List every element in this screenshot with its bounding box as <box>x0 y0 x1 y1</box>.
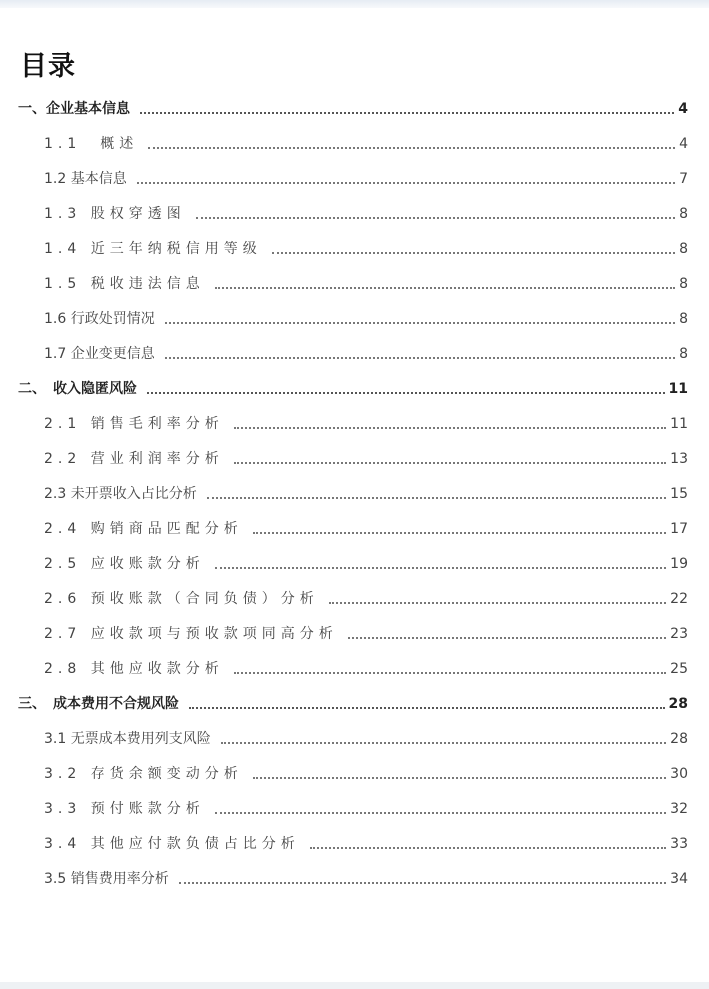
toc-entry-section-2[interactable] <box>18 377 688 399</box>
toc-entry-3-2[interactable] <box>44 762 688 784</box>
dot-leader <box>272 252 675 254</box>
toc-entry-3-1[interactable] <box>44 727 688 749</box>
toc-entry-label: 2.3 未开票收入占比分析 <box>44 486 197 502</box>
toc-entry-label: 3.2 存货余额变动分析 <box>44 766 243 782</box>
toc-entry-page: 17 <box>670 521 688 537</box>
toc-entry-section-3[interactable] <box>18 692 688 714</box>
top-band <box>0 0 709 8</box>
toc-entry-label: 3.5 销售费用率分析 <box>44 871 169 887</box>
dot-leader <box>234 672 666 674</box>
toc-entry-label: 1.3 股权穿透图 <box>44 206 186 222</box>
toc-entry-page: 8 <box>679 311 688 327</box>
dot-leader <box>147 392 665 394</box>
dot-leader <box>234 427 666 429</box>
dot-leader <box>165 322 675 324</box>
toc-entry-page: 19 <box>670 556 688 572</box>
toc-entry-1-3[interactable] <box>44 202 688 224</box>
page-title: 目录 <box>20 51 76 82</box>
dot-leader <box>148 147 675 149</box>
toc-entry-label: 1.2 基本信息 <box>44 171 127 187</box>
dot-leader <box>137 182 675 184</box>
dot-leader <box>215 567 666 569</box>
toc-entry-page: 8 <box>679 206 688 222</box>
toc-entry-page: 33 <box>670 836 688 852</box>
toc-entry-2-6[interactable] <box>44 587 688 609</box>
toc-entry-2-5[interactable] <box>44 552 688 574</box>
dot-leader <box>165 357 675 359</box>
dot-leader <box>253 777 666 779</box>
toc-entry-1-1[interactable] <box>44 132 688 154</box>
toc-entry-label: 2.8 其他应收款分析 <box>44 661 224 677</box>
toc-entry-2-8[interactable] <box>44 657 688 679</box>
dot-leader <box>329 602 666 604</box>
toc-entry-label: 一、企业基本信息 <box>18 101 130 117</box>
toc-entry-page: 30 <box>670 766 688 782</box>
toc-entry-page: 11 <box>668 381 688 397</box>
toc-entry-1-5[interactable] <box>44 272 688 294</box>
toc-entry-label: 二、 收入隐匿风险 <box>18 381 137 397</box>
toc-entry-page: 8 <box>679 276 688 292</box>
toc-entry-page: 23 <box>670 626 688 642</box>
toc-entry-page: 34 <box>670 871 688 887</box>
toc-entry-label: 2.1 销售毛利率分析 <box>44 416 224 432</box>
dot-leader <box>179 882 666 884</box>
toc-entry-label: 1.1 概述 <box>44 136 139 152</box>
toc-entry-page: 7 <box>679 171 688 187</box>
dot-leader <box>140 112 674 114</box>
dot-leader <box>310 847 666 849</box>
dot-leader <box>221 742 666 744</box>
toc-entry-label: 2.2 营业利润率分析 <box>44 451 224 467</box>
toc-entry-1-6[interactable] <box>44 307 688 329</box>
dot-leader <box>196 217 675 219</box>
toc-entry-label: 2.5 应收账款分析 <box>44 556 205 572</box>
toc-entry-label: 2.7 应收款项与预收款项同高分析 <box>44 626 338 642</box>
toc-entry-2-4[interactable] <box>44 517 688 539</box>
toc-entry-label: 3.4 其他应付款负债占比分析 <box>44 836 300 852</box>
toc-entry-label: 3.3 预付账款分析 <box>44 801 205 817</box>
toc-entry-label: 1.4 近三年纳税信用等级 <box>44 241 262 257</box>
toc-entry-label: 2.4 购销商品匹配分析 <box>44 521 243 537</box>
toc-entry-3-5[interactable] <box>44 867 688 889</box>
dot-leader <box>207 497 666 499</box>
toc-entry-label: 1.6 行政处罚情况 <box>44 311 155 327</box>
dot-leader <box>189 707 665 709</box>
toc-entry-label: 3.1 无票成本费用列支风险 <box>44 731 211 747</box>
toc-entry-page: 11 <box>670 416 688 432</box>
toc-entry-section-1[interactable] <box>18 97 688 119</box>
toc-entry-page: 8 <box>679 346 688 362</box>
toc-entry-page: 15 <box>670 486 688 502</box>
toc-entry-page: 32 <box>670 801 688 817</box>
toc-entry-label: 1.5 税收违法信息 <box>44 276 205 292</box>
toc-entry-page: 8 <box>679 241 688 257</box>
toc-entry-2-7[interactable] <box>44 622 688 644</box>
toc-entry-label: 三、 成本费用不合规风险 <box>18 696 179 712</box>
toc-entry-2-1[interactable] <box>44 412 688 434</box>
toc-entry-2-3[interactable] <box>44 482 688 504</box>
toc-entry-page: 13 <box>670 451 688 467</box>
toc-entry-1-4[interactable] <box>44 237 688 259</box>
toc-entry-page: 4 <box>678 101 688 117</box>
toc-entry-page: 28 <box>668 696 688 712</box>
toc-entry-page: 22 <box>670 591 688 607</box>
toc-entry-1-2[interactable] <box>44 167 688 189</box>
dot-leader <box>253 532 666 534</box>
toc-entry-page: 25 <box>670 661 688 677</box>
toc-entry-2-2[interactable] <box>44 447 688 469</box>
dot-leader <box>215 287 675 289</box>
dot-leader <box>348 637 666 639</box>
toc-entry-label: 1.7 企业变更信息 <box>44 346 155 362</box>
toc-entry-page: 28 <box>670 731 688 747</box>
toc-entry-3-3[interactable] <box>44 797 688 819</box>
toc-entry-3-4[interactable] <box>44 832 688 854</box>
dot-leader <box>234 462 666 464</box>
bottom-band <box>0 982 709 989</box>
toc-entry-page: 4 <box>679 136 688 152</box>
toc-entry-1-7[interactable] <box>44 342 688 364</box>
dot-leader <box>215 812 666 814</box>
toc-entry-label: 2.6 预收账款（合同负债）分析 <box>44 591 319 607</box>
